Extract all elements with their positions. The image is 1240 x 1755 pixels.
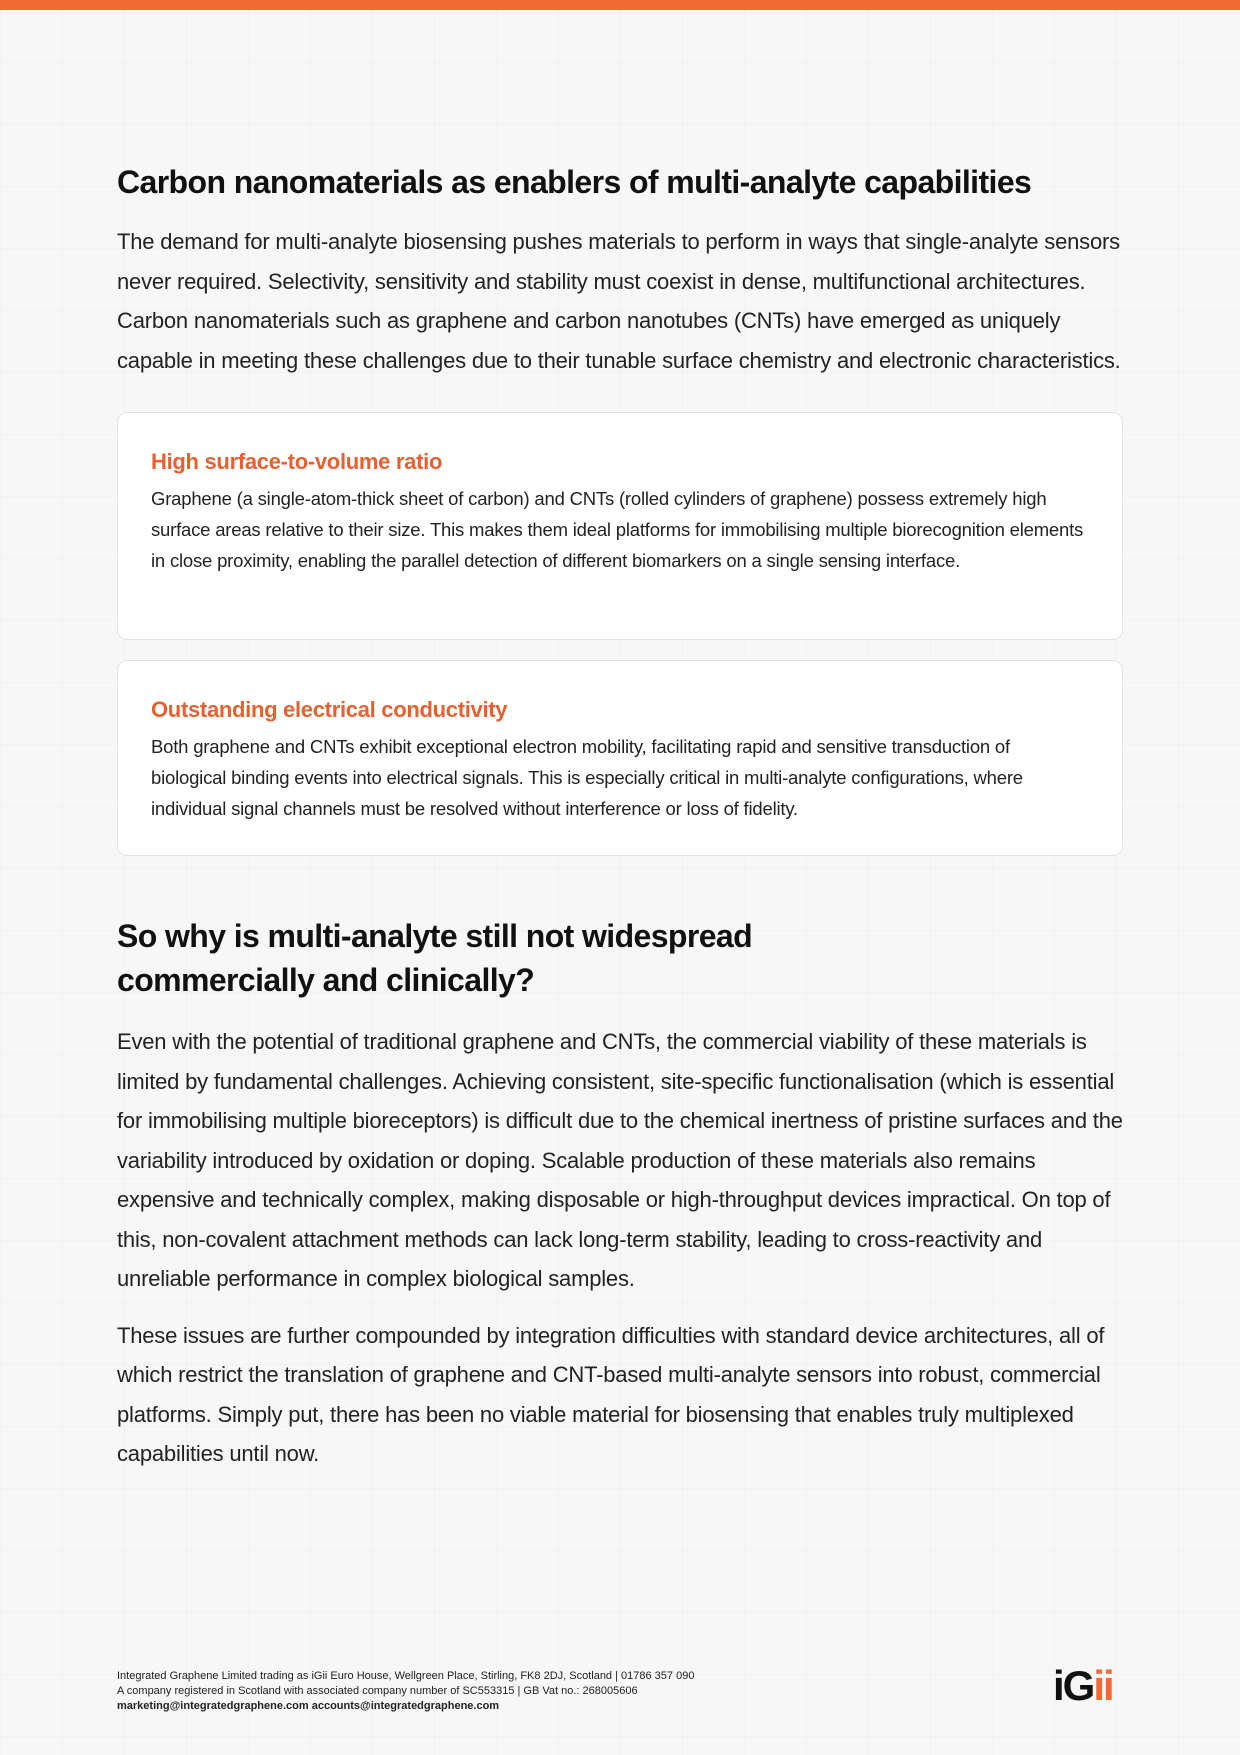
footer <box>117 1669 694 1714</box>
challenges-paragraph: Even with the potential of traditional graphene and CNTs, the commercial viability of these materials is limited by fundamental challenges. Achieving consistent, site-specific functionalisation (which is essential for immobilising multiple bioreceptors) is difficult due to the chemical inertness of pristine surfaces and the variability introduced by oxidation or doping. Scalable production of these materials also remains expensive and technically complex, making disposable or high-throughput devices impractical. On top of this, non-covalent attachment methods can lack long-term stability, leading to cross-reactivity and unreliable performance in complex biological samples. <box>117 1029 1123 1291</box>
section-title-line-1: So why is multi-analyte still not widespread <box>117 918 753 954</box>
footer-emails: marketing@integratedgraphene.com accounts@integratedgraphene.com <box>117 1700 500 1712</box>
section-title-why-not-widespread <box>117 914 1123 1002</box>
logo-text-prefix: iG <box>1053 1662 1094 1709</box>
top-accent-bar <box>0 0 1240 10</box>
footer-address: Integrated Graphene Limited trading as iGii Euro House, Wellgreen Place, Stirling, FK8 2DJ, Scotland | 01786 357 090 <box>117 1670 695 1682</box>
logo-text-suffix: ii <box>1093 1662 1113 1709</box>
card-electrical-conductivity <box>117 660 1123 856</box>
card-body: Both graphene and CNTs exhibit exceptional electron mobility, facilitating rapid and sensitive transduction of biological binding events into electrical signals. This is especially critical in multi-analyte configurations, where individual signal channels must be resolved without interference or loss of fidelity. <box>151 736 1023 819</box>
section-title-carbon-nanomaterials: Carbon nanomaterials as enablers of multi-analyte capabilities <box>117 164 1032 200</box>
conclusion-paragraph: These issues are further compounded by integration difficulties with standard device architectures, all of which restrict the translation of graphene and CNT-based multi-analyte sensors into robust, commercial platforms. Simply put, there has been no viable material for biosensing that enables truly multiplexed capabilities until now. <box>117 1322 1105 1466</box>
card-body: Graphene (a single-atom-thick sheet of carbon) and CNTs (rolled cylinders of graphene) possess extremely high surface areas relative to their size. This makes them ideal platforms for immobilising multiple biorecognition elements in close proximity, enabling the parallel detection of different biomarkers on a single sensing interface. <box>151 488 1084 571</box>
section-title-line-2: commercially and clinically? <box>117 962 535 998</box>
card-title: Outstanding electrical conductivity <box>151 697 508 722</box>
card-surface-to-volume <box>117 412 1123 640</box>
intro-paragraph: The demand for multi-analyte biosensing pushes materials to perform in ways that single-analyte sensors never required. Selectivity, sensitivity and stability must coexist in dense, multifunctional architectures. Carbon nanomaterials such as graphene and carbon nanotubes (CNTs) have emerged as uniquely capable in meeting these challenges due to their tunable surface chemistry and electronic characteristics. <box>117 229 1121 373</box>
igii-logo <box>1053 1664 1113 1708</box>
footer-registration: A company registered in Scotland with associated company number of SC553315 | GB Vat no.: 268005606 <box>117 1685 638 1697</box>
card-title: High surface-to-volume ratio <box>151 449 443 474</box>
page-content <box>117 160 1123 1474</box>
